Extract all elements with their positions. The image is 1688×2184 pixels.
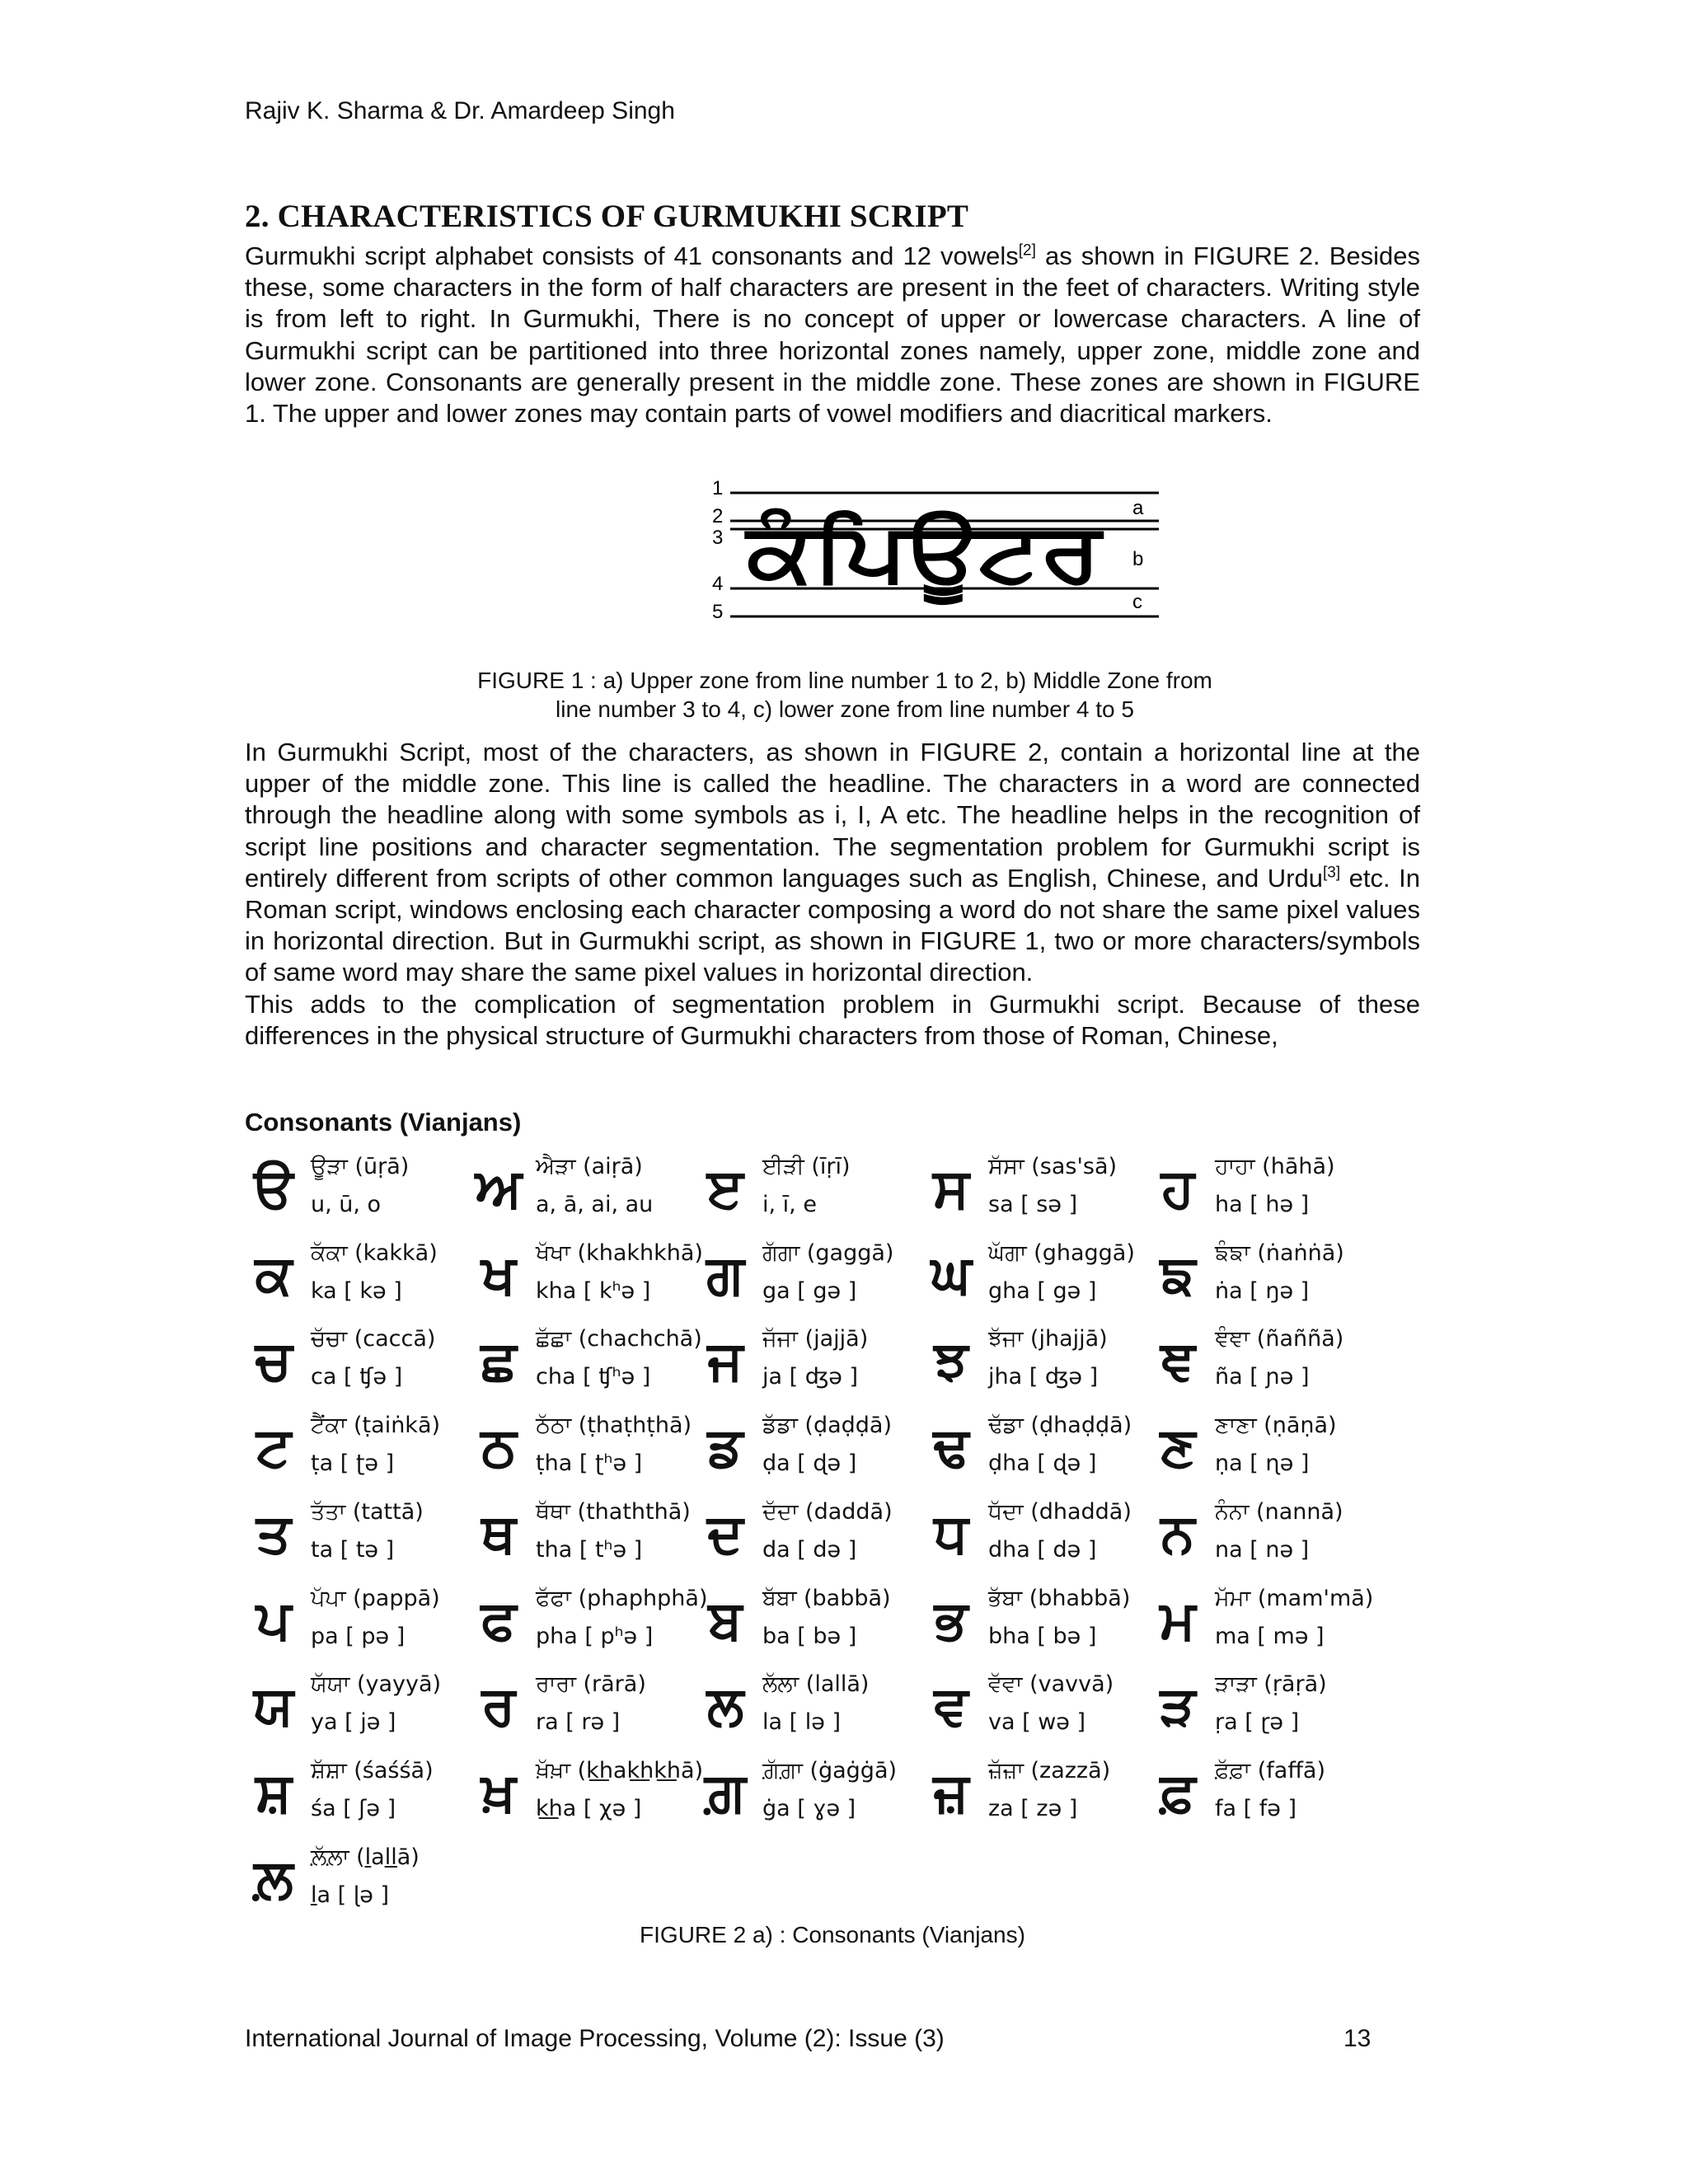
consonant-cell xyxy=(470,1235,703,1321)
consonant-pronunciation: bha [ bə ] xyxy=(988,1624,1097,1649)
consonant-glyph: ਘ xyxy=(931,1243,972,1306)
consonant-cell xyxy=(245,1753,467,1839)
consonant-name: ਪੱਪਾ (pappā) xyxy=(311,1586,440,1611)
consonant-pronunciation: va [ wə ] xyxy=(988,1709,1086,1735)
consonant-name: ਸੱਸਾ (sas'sā) xyxy=(988,1154,1118,1179)
consonant-cell xyxy=(470,1321,702,1407)
line-number-5: 5 xyxy=(712,601,724,623)
consonant-cell xyxy=(245,1408,467,1493)
consonant-name: ਖੱਖਾ (khakhkhā) xyxy=(536,1240,703,1266)
consonant-glyph: ਙ xyxy=(1160,1243,1196,1306)
consonant-glyph: ਡ xyxy=(707,1415,743,1479)
consonant-pronunciation: i, ī, e xyxy=(762,1192,817,1217)
consonant-name: ੜਾੜਾ (ṛāṛā) xyxy=(1215,1671,1327,1697)
consonant-name: ਕੱਕਾ (kakkā) xyxy=(311,1240,438,1266)
consonant-cell xyxy=(245,1666,467,1752)
consonant-pronunciation: kha [ kʰə ] xyxy=(536,1278,651,1304)
consonant-glyph: ਝ xyxy=(934,1329,968,1392)
consonant-cell xyxy=(470,1753,704,1839)
consonant-cell xyxy=(696,1666,919,1752)
consonant-pronunciation: ja [ ʤə ] xyxy=(762,1364,859,1390)
consonant-glyph: ਸ਼ xyxy=(256,1760,292,1824)
consonant-cell xyxy=(922,1494,1145,1580)
consonant-name: ਝੱਜਾ (jhajjā) xyxy=(988,1326,1108,1352)
consonants-heading: Consonants (Vianjans) xyxy=(245,1108,522,1137)
consonant-name: ਮੱਮਾ (mam'mā) xyxy=(1215,1586,1374,1611)
consonant-name: ਚੱਚਾ (caccā) xyxy=(311,1326,436,1352)
figure-1-graphic xyxy=(697,468,1167,641)
zone-letter-a: a xyxy=(1132,497,1144,519)
figure-1-word: ਕੰਪਿਊਟਰ xyxy=(747,506,1041,600)
consonant-pronunciation: ṭa [ ʈə ] xyxy=(311,1451,395,1476)
paragraph-intro xyxy=(245,241,1420,429)
journal-footer: International Journal of Image Processing, Volume (2): Issue (3) xyxy=(245,2025,945,2052)
consonant-cell xyxy=(1149,1494,1372,1580)
consonant-glyph: ਟ xyxy=(256,1415,292,1479)
consonant-cell xyxy=(1149,1408,1372,1493)
page-number: 13 xyxy=(1343,2025,1372,2052)
consonant-cell xyxy=(470,1494,692,1580)
consonant-pronunciation: dha [ də ] xyxy=(988,1537,1097,1563)
consonant-name: ਰਾਰਾ (rārā) xyxy=(536,1671,646,1697)
section-title: 2. CHARACTERISTICS OF GURMUKHI SCRIPT xyxy=(245,199,969,234)
consonant-name: ਛੱਛਾ (chachchā) xyxy=(536,1326,702,1352)
consonant-cell xyxy=(922,1149,1145,1235)
running-header: Rajiv K. Sharma & Dr. Amardeep Singh xyxy=(245,97,675,124)
consonant-glyph: ਗ਼ xyxy=(704,1760,747,1824)
consonant-name: ਜ਼ੱਜ਼ਾ (zazzā) xyxy=(988,1758,1111,1783)
consonant-cell xyxy=(245,1149,467,1235)
consonant-glyph: ਕ xyxy=(255,1243,293,1306)
consonant-glyph: ਅ xyxy=(475,1156,523,1220)
consonant-glyph: ਪ xyxy=(256,1588,292,1652)
consonant-name: ਖ਼ੱਖ਼ਾ (k͟hak͟hk͟hā) xyxy=(536,1758,704,1783)
consonant-pronunciation: ña [ ɲə ] xyxy=(1215,1364,1310,1390)
consonant-cell xyxy=(245,1840,467,1925)
consonant-name: ਐੜਾ (aiṛā) xyxy=(536,1154,643,1179)
consonant-name: ਞੰਞਾ (ñaññā) xyxy=(1215,1326,1344,1352)
consonant-cell xyxy=(1149,1666,1372,1752)
consonant-cell xyxy=(1149,1235,1372,1321)
consonant-cell xyxy=(245,1321,467,1407)
consonant-name: ਙੰਙਾ (ṅaṅṅā) xyxy=(1215,1240,1344,1266)
consonant-cell xyxy=(245,1235,467,1321)
consonant-glyph: ਣ xyxy=(1160,1415,1196,1479)
consonant-name: ਫੱਫਾ (phaphphā) xyxy=(536,1586,708,1611)
consonant-name: ਥੱਥਾ (thaththā) xyxy=(536,1499,691,1525)
consonant-pronunciation: gha [ gə ] xyxy=(988,1278,1097,1304)
consonant-pronunciation: jha [ ʤə ] xyxy=(988,1364,1099,1390)
consonant-glyph: ਸ xyxy=(933,1156,969,1220)
consonant-glyph: ਬ xyxy=(708,1588,743,1652)
consonant-pronunciation: cha [ ʧʰə ] xyxy=(536,1364,651,1390)
consonant-glyph: ਫ xyxy=(481,1588,517,1652)
consonant-cell xyxy=(470,1408,692,1493)
consonant-pronunciation: da [ də ] xyxy=(762,1537,857,1563)
consonant-name: ਡੱਡਾ (ḍaḍḍā) xyxy=(762,1413,892,1438)
consonant-cell xyxy=(922,1235,1145,1321)
consonant-cell xyxy=(696,1149,919,1235)
consonant-pronunciation: ḻa [ ɭə ] xyxy=(311,1882,389,1908)
consonant-pronunciation: ya [ jə ] xyxy=(311,1709,396,1735)
consonant-pronunciation: ca [ ʧə ] xyxy=(311,1364,403,1390)
figure-1-caption-line-1: FIGURE 1 : a) Upper zone from line number 1 to 2, b) Middle Zone from xyxy=(477,668,1212,693)
consonant-pronunciation: ma [ mə ] xyxy=(1215,1624,1325,1649)
consonant-cell xyxy=(1149,1149,1372,1235)
consonant-cell xyxy=(696,1581,919,1666)
consonant-glyph: ਰ xyxy=(481,1674,516,1737)
consonant-glyph: ੲ xyxy=(707,1156,743,1220)
consonant-pronunciation: ḍha [ ɖə ] xyxy=(988,1451,1097,1476)
consonant-name: ਈੜੀ (īṛī) xyxy=(762,1154,851,1179)
consonant-name: ਸ਼ੱਸ਼ਾ (śaśśā) xyxy=(311,1758,434,1783)
consonant-glyph: ਫ਼ xyxy=(1160,1760,1196,1824)
citation-2: [2] xyxy=(1018,241,1036,260)
consonant-cell xyxy=(922,1666,1145,1752)
consonant-pronunciation: la [ lə ] xyxy=(762,1709,841,1735)
consonant-glyph: ਖ xyxy=(481,1243,516,1306)
consonant-name: ਟੈਂਕਾ (ṭaiṅkā) xyxy=(311,1413,441,1438)
figure-2-caption: FIGURE 2 a) : Consonants (Vianjans) xyxy=(640,1922,1025,1947)
consonant-pronunciation: pha [ pʰə ] xyxy=(536,1624,654,1649)
consonant-cell xyxy=(696,1408,919,1493)
zone-letter-b: b xyxy=(1132,548,1144,570)
consonant-glyph: ਠ xyxy=(481,1415,517,1479)
consonant-glyph: ਜ਼ xyxy=(933,1760,969,1824)
figure-1-caption-line-2: line number 3 to 4, c) lower zone from line number 4 to 5 xyxy=(556,696,1134,722)
consonant-pronunciation: ṛa [ ɽə ] xyxy=(1215,1709,1300,1735)
consonant-pronunciation: ha [ hə ] xyxy=(1215,1192,1310,1217)
consonant-pronunciation: ḍa [ ɖə ] xyxy=(762,1451,857,1476)
consonant-glyph: ਭ xyxy=(934,1588,968,1652)
consonant-name: ਣਾਣਾ (ṇāṇā) xyxy=(1215,1413,1337,1438)
consonant-cell xyxy=(922,1408,1145,1493)
consonant-glyph: ਲ਼ xyxy=(254,1847,293,1910)
consonant-cell xyxy=(1149,1753,1372,1839)
consonant-glyph: ਛ xyxy=(481,1329,517,1392)
consonant-pronunciation: tha [ tʰə ] xyxy=(536,1537,643,1563)
consonant-pronunciation: na [ nə ] xyxy=(1215,1537,1310,1563)
consonant-name: ਧੱਦਾ (dhaddā) xyxy=(988,1499,1132,1525)
consonant-glyph: ਢ xyxy=(933,1415,969,1479)
consonant-cell xyxy=(1149,1581,1372,1666)
para1-text-a: Gurmukhi script alphabet consists of 41 consonants and 12 vowels xyxy=(245,241,1019,270)
consonant-glyph: ਲ xyxy=(706,1674,744,1737)
consonant-name: ਢੱਡਾ (ḍhaḍḍā) xyxy=(988,1413,1132,1438)
consonant-cell xyxy=(245,1581,467,1666)
consonant-pronunciation: u, ū, o xyxy=(311,1192,382,1217)
consonant-name: ਹਾਹਾ (hāhā) xyxy=(1215,1154,1335,1179)
consonant-name: ਫ਼ੱਫ਼ਾ (faffā) xyxy=(1215,1758,1325,1783)
consonant-glyph: ਵ xyxy=(934,1674,968,1737)
consonant-name: ਬੱਬਾ (babbā) xyxy=(762,1586,891,1611)
consonant-pronunciation: ba [ bə ] xyxy=(762,1624,857,1649)
paragraph-headline xyxy=(245,737,1420,1052)
consonant-name: ਨੰਨਾ (nannā) xyxy=(1215,1499,1343,1525)
zone-letter-c: c xyxy=(1132,591,1142,613)
consonant-glyph: ਨ xyxy=(1160,1502,1195,1565)
figure-1-caption xyxy=(363,666,1327,724)
consonant-pronunciation: fa [ fə ] xyxy=(1215,1796,1296,1821)
consonant-pronunciation: ġa [ ɣə ] xyxy=(762,1796,856,1821)
consonant-cell xyxy=(470,1666,692,1752)
consonant-name: ਦੱਦਾ (daddā) xyxy=(762,1499,893,1525)
consonant-glyph: ਥ xyxy=(481,1502,516,1565)
consonant-name: ਊੜਾ (ūṛā) xyxy=(311,1154,410,1179)
consonant-pronunciation: ṭha [ ʈʰə ] xyxy=(536,1451,643,1476)
consonant-cell xyxy=(245,1494,467,1580)
consonant-glyph: ਗ xyxy=(706,1243,744,1306)
consonant-cell xyxy=(696,1494,919,1580)
consonant-glyph: ਹ xyxy=(1160,1156,1195,1220)
consonant-pronunciation: ṅa [ ŋə ] xyxy=(1215,1278,1310,1304)
consonant-name: ਲੱਲਾ (lallā) xyxy=(762,1671,870,1697)
consonant-glyph: ਯ xyxy=(253,1674,294,1737)
consonant-pronunciation: ṇa [ ɳə ] xyxy=(1215,1451,1310,1476)
consonant-pronunciation: pa [ pə ] xyxy=(311,1624,406,1649)
consonant-name: ਗੱਗਾ (gaggā) xyxy=(762,1240,894,1266)
line-number-4: 4 xyxy=(712,573,724,595)
consonant-pronunciation: k͟ha [ χə ] xyxy=(536,1796,642,1821)
consonant-name: ਤੱਤਾ (tattā) xyxy=(311,1499,424,1525)
line-number-3: 3 xyxy=(712,527,724,549)
consonant-cell xyxy=(1149,1321,1372,1407)
consonant-cell xyxy=(470,1581,708,1666)
consonant-pronunciation: ga [ gə ] xyxy=(762,1278,857,1304)
para2-text-a: In Gurmukhi Script, most of the characters, as shown in FIGURE 2, contain a horizontal line at the upper of the middle zone. This line is called the headline. The characters in a word are connected through the headline along with some symbols as i, I, A etc. The headline helps in the recognition of script line positions and character segmentation. The segmentation problem for Gurmukhi script is entirely different from scripts of other common languages such as English, Chinese, and Urdu xyxy=(245,738,1420,893)
consonant-glyph: ਚ xyxy=(255,1329,293,1392)
consonant-pronunciation: sa [ sə ] xyxy=(988,1192,1078,1217)
consonant-name: ਯੱਯਾ (yayyā) xyxy=(311,1671,442,1697)
consonant-name: ਗ਼ੱਗ਼ਾ (ġaġġā) xyxy=(762,1758,898,1783)
consonant-glyph: ੜ xyxy=(1160,1674,1196,1737)
consonant-cell xyxy=(922,1321,1145,1407)
consonant-glyph: ਦ xyxy=(707,1502,743,1565)
consonant-cell xyxy=(922,1753,1145,1839)
consonant-name: ਭੱਬਾ (bhabbā) xyxy=(988,1586,1131,1611)
consonant-cell xyxy=(696,1321,919,1407)
para2-text-c: This adds to the complication of segmentation problem in Gurmukhi script. Because of these differences in the physical structure of Gurmukhi characters from those of Roman, Chinese, xyxy=(245,989,1420,1050)
consonant-cell xyxy=(922,1581,1145,1666)
consonant-pronunciation: śa [ ʃə ] xyxy=(311,1796,396,1821)
consonant-pronunciation: za [ zə ] xyxy=(988,1796,1078,1821)
figure-1-zones xyxy=(697,468,1167,641)
consonant-name: ਲ਼ੱਲ਼ਾ (ḻaḻḻā) xyxy=(311,1844,420,1870)
consonant-glyph: ਤ xyxy=(256,1502,292,1565)
citation-3: [3] xyxy=(1323,864,1341,882)
para1-text-b: as shown in FIGURE 2. Besides these, some characters in the form of half characters are present in the feet of characters. Writing style is from left to right. In Gurmukhi, There is no concept of upper or lowercase characters. A line of Gurmukhi script can be partitioned into three horizontal zones namely, upper zone, middle zone and lower zone. Consonants are generally present in the middle zone. These zones are shown in FIGURE 1. The upper and lower zones may contain parts of vowel modifiers and diacritical markers. xyxy=(245,241,1420,429)
para2-text-b: etc. In Roman script, windows enclosing each character composing a word do not share the same pixel values in horizontal direction. But in Gurmukhi script, as shown in FIGURE 1, two or more characters/symbols of same word may share the same pixel values in horizontal direction. xyxy=(245,863,1421,987)
consonant-pronunciation: ka [ kə ] xyxy=(311,1278,402,1304)
consonant-glyph: ਞ xyxy=(1160,1329,1196,1392)
consonant-pronunciation: ta [ tə ] xyxy=(311,1537,395,1563)
consonant-name: ਠੱਠਾ (ṭhaṭhṭhā) xyxy=(536,1413,692,1438)
consonant-glyph: ਧ xyxy=(934,1502,968,1565)
consonant-name: ਵੱਵਾ (vavvā) xyxy=(988,1671,1114,1697)
consonant-cell xyxy=(696,1753,919,1839)
line-number-1: 1 xyxy=(712,477,724,499)
consonant-cell xyxy=(696,1235,919,1321)
line-number-2: 2 xyxy=(712,505,724,527)
consonant-name: ਘੱਗਾ (ghaggā) xyxy=(988,1240,1135,1266)
consonant-glyph: ੳ xyxy=(254,1156,293,1220)
consonant-cell xyxy=(470,1149,692,1235)
consonant-pronunciation: ra [ rə ] xyxy=(536,1709,621,1735)
consonant-name: ਜੱਜਾ (jajjā) xyxy=(762,1326,869,1352)
consonant-pronunciation: a, ā, ai, au xyxy=(536,1192,654,1217)
consonant-glyph: ਖ਼ xyxy=(481,1760,516,1824)
consonant-glyph: ਜ xyxy=(707,1329,743,1392)
consonant-glyph: ਮ xyxy=(1160,1588,1196,1652)
